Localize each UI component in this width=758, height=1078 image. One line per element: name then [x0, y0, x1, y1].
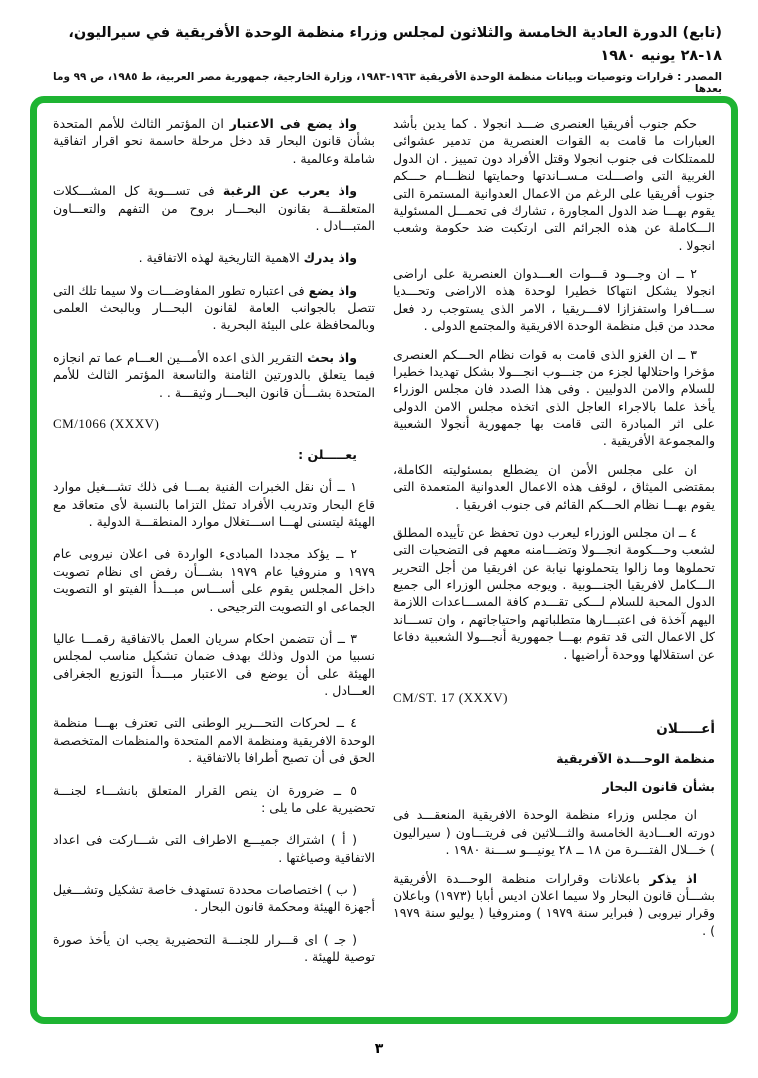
numbered-item: ٥ ــ ضرورة ان ينص القرار المتعلق بانشـــاء لجنـــة تحضيرية على ما يلى :: [53, 782, 375, 815]
session-title: (تابع) الدورة العادية الخامسة والثلاثون لمجلس وزراء منظمة الوحدة الأفريقية في سيراليون، ١٨-٢٨ يونيه ١٩٨٠: [68, 25, 722, 65]
paragraph-lead: واذ بحث: [307, 349, 357, 365]
organization-title: منظمة الوحـــدة الآفريقية: [556, 750, 715, 766]
paragraph-lead: واذ يعرب عن الرغبة: [222, 183, 358, 199]
paragraph-text: الاهمية التاريخية لهذه الاتفاقية .: [138, 250, 300, 266]
paragraph-lead: واذ يضع: [308, 282, 357, 298]
green-border-frame: [30, 96, 738, 1024]
paragraph: [53, 349, 375, 401]
paragraph-text: ان المؤتمر الثالث للأمم المتحدة بشأن قانون البحار قد دخل مرحلة حاسمة نحو اقرار اتفاقية شاملة وعالمية .: [53, 116, 375, 166]
document-reference: CM/ST. 17 (XXXV): [393, 689, 509, 705]
right-column: [393, 115, 715, 1007]
paragraph-lead: واذ يضع فى الاعتبار: [229, 116, 357, 131]
spacer: [393, 674, 715, 684]
declaration-title: أعـــــلان: [656, 720, 715, 737]
paragraph-text: باعلانات وقرارات منظمة الوحـــدة الأفريقية بشـــأن قانون البحار ولا سيما اعلان اديس أبابا (١٩٧٣) وباعلان وقرار نيروبى ( فبراير سنة ١٩٧٩ ) ومنروفيا ( يوليو سنة ١٩٧٩ ) .: [393, 870, 715, 938]
paragraph-text: فى اعتباره تطور المفاوضـــات ولا سيما تلك التى تتصل بالجوانب العامة لقانون البحـــار وبالبحث العلمى وبالمحافظة على البيئة البحرية .: [53, 282, 375, 333]
paragraph-lead: واذ يدرك: [303, 250, 357, 266]
subject-title: بشأن قانون البحار: [602, 779, 715, 794]
declares-heading: يعـــــلن :: [298, 446, 357, 462]
numbered-item: ٢ ــ يؤكد مجددا المبادىء الواردة فى اعلان نيروبى عام ١٩٧٩ و منروفيا عام ١٩٧٩ بشـــأن رفض اى نظام تصويت داخل المجلس يقوم على أســـاس مبـــدأ الفيتو او التصويت الجماعى او التصويت الترجيحى .: [53, 546, 375, 614]
paragraph: ٢ ــ ان وجـــود قـــوات العـــدوان العنصرية على اراضى انجولا يشكل انتهاكا خطيرا لوحدة هذه الاراضى وتحـــديا ســـافرا واستفزازا لافـــريقيا ، الامر الذى يستوجب رد فعل محدد من قبل منظمة الوحدة الافريقية والمجتمع الدولى .: [393, 266, 715, 334]
paragraph-lead: اذ يذكر: [649, 870, 697, 886]
page-footer: [0, 1038, 758, 1057]
numbered-item: ١ ــ أن نقل الخبرات الفنية بمـــا فى ذلك تشـــغيل موارد قاع البحار وتدريب الأفراد تمثل التزاما بالنسبة لأى متعاقد مع الهيئة ليتسنى لهـــا اســـتغلال موارد المنطقـــة الدولية .: [53, 479, 375, 529]
paragraph-text: فى تســـوية كل المشـــكلات المتعلقـــة بقانون البحـــار بروح من التفهم والتعـــاون المتبـــادل .: [53, 183, 375, 233]
paragraph: حكم جنوب أفريقيا العنصرى ضـــد انجولا . كما يدين بأشد العبارات ما قامت به القوات العنصرية من تدمير عشوائى للممتلكات فى جنوب انجولا وقتل الأفراد دون تمييز . ان الدول الغربية التى واصـــلت مـســاندتها وحمايتها لنظـــام حـــكم جنوب أفريقيا على الرغم من الاعمال العدوانية المستمرة التى يقوم بهـــا ضد الدول المجاورة ، تشارك فى تحمـــل المسئولية الـــكاملة عن هذه الجرائم التى ارتكبت ضد حكومة وشعب انجولا .: [393, 116, 715, 253]
lettered-subitem: ( ب ) اختصاصات محددة تستهدف خاصة تشكيل وتشـــغيل أجهزة الهيئة ومحكمة قانون البحار .: [53, 882, 375, 915]
paragraph: ان على مجلس الأمن ان يضطلع بمسئوليته الكاملة، بمقتضى الميثاق ، لوقف هذه الاعمال العدوانية المتعمدة التى يقوم بهـــا نظام الحـــكم القائم فى جنوب افريقيا .: [393, 461, 715, 512]
paragraph: ان مجلس وزراء منظمة الوحدة الافريقية المنعقـــد فى دورته العـــادية الخامسة والثـــلاثين فى فريتـــاون ( سيراليون ) خـــلال الفتـــرة من ١٨ ــ ٢٨ يونيـــو ســـنة ١٩٨٠ .: [393, 807, 715, 858]
lettered-subitem: ( أ ) اشتراك جميـــع الاطراف التى شـــاركت فى اعداد الاتفاقية وصياغتها .: [53, 832, 375, 865]
paragraph: [53, 282, 375, 334]
paragraph: [393, 870, 715, 940]
lettered-subitem: ( جـ ) اى قـــرار للجنـــة التحضيرية يجب ان يأخذ صورة توصية للهيئة .: [53, 931, 375, 965]
paragraph: [53, 249, 375, 266]
page-header: [40, 22, 722, 95]
paragraph: ٤ ــ ان مجلس الوزراء ليعرب دون تحفظ عن تأييده المطلق لشعب وحـــكومة انجـــولا وتضـــامنه معهم فى التضحيات التى تحملوها وما زالوا يتحملونها نيابة عن افريقيا من أجل التحرير الـــكامل لافريقيا الجنـــوبية . ويوجه مجلس الوزراء الى جميع الدول المحبة للسلام لـــكى تقـــدم كافة المســـاعدات اللازمة اليهم آخذة فى اعتبـــارها متطلباتهم واحتياجاتهم ، وان تســـاند كل الاعمال التى قد تقوم بهـــا جمهورية أنجـــولا الشعبية دفاعا عن استقلالها ووحدة أراضيها .: [393, 524, 715, 662]
left-column: [53, 115, 375, 1007]
two-column-layout: [53, 115, 715, 1007]
document-reference: CM/1066 (XXXV): [53, 415, 160, 431]
numbered-item: ٤ ــ لحركات التحـــرير الوطنى التى تعترف بهـــا منظمة الوحدة الافريقية ومنظمة الامم المتحدة والمنظمات المتخصصة الحق فى أن تصبح أطرافا بالاتفاقية .: [53, 715, 375, 766]
source-citation: المصدر : قرارات وتوصيات وبيانات منظمة الوحدة الأفريقية ١٩٦٣-١٩٨٣، وزارة الخارجية، جمهورية مصر العربية، ط ١٩٨٥، ص ٩٩ وما بعدها: [53, 71, 722, 96]
numbered-item: ٣ ــ أن تتضمن احكام سريان العمل بالاتفاقية رقمـــا عاليا نسبيا من الدول وذلك بهدف ضمان تشكيل مناسب لمجلس الهيئة على أن يوضع فى الاعتبار مبـــدأ التوزيع الجغرافى العـــادل .: [53, 630, 375, 698]
paragraph: [53, 182, 375, 234]
paragraph: [53, 115, 375, 167]
paragraph-text: التقرير الذى اعده الأمـــين العـــام عما تم انجازه فيما يتعلق بالدورتين الثامنة والتاسعة المؤتمر الثالث للأمم المتحدة بشـــأن قانون البحـــار وثيقـــة . .: [53, 349, 375, 400]
page-number: ٣: [374, 1041, 384, 1057]
paragraph: ٣ ــ ان الغزو الذى قامت به قوات نظام الحـــكم العنصرى مؤخرا واحتلالها لجزء من جنـــوب انجـــولا بشكل تهديدا خطيرا للسلام والامن الدوليين . وفى هذا الصدد فان مجلس الوزراء يأخذ علما بالاجراء العاجل الذى اتخذه مجلس الامن الدولى على اثر المبادرة التى قامت بها جمهورية أنجولا الشعبية والمجموعة الأفريقية .: [393, 346, 715, 449]
